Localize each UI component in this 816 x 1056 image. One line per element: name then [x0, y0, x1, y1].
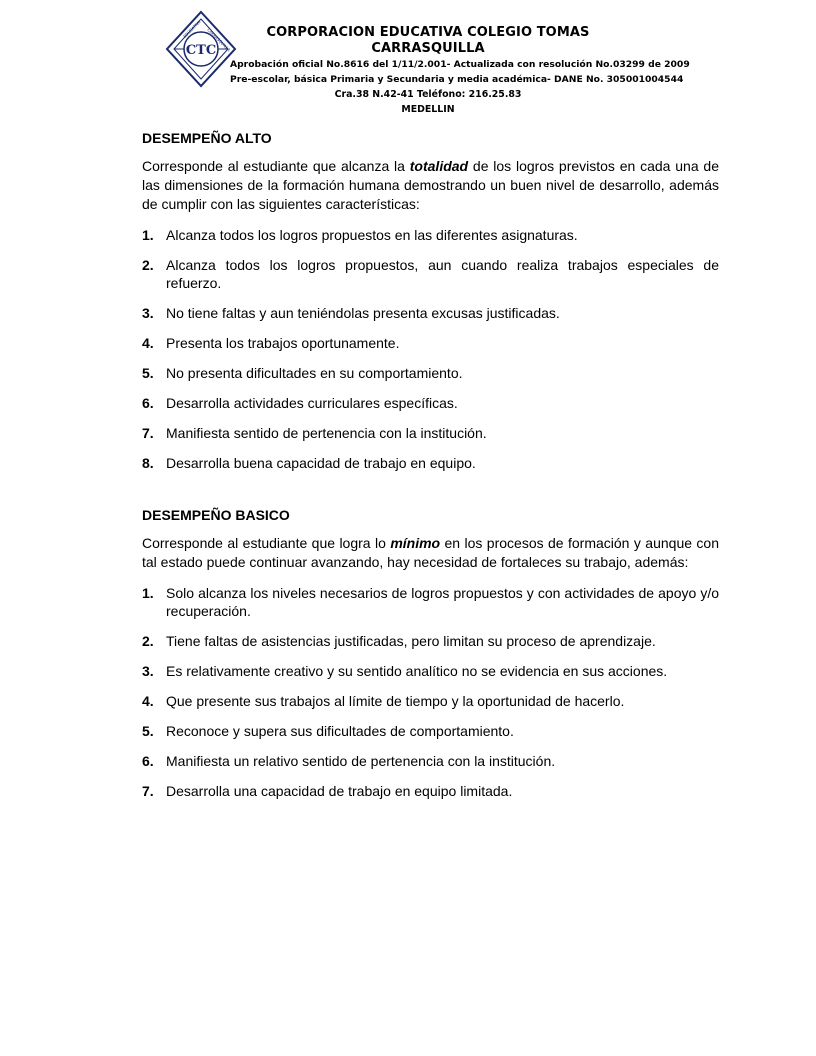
section-title-basico: DESEMPEÑO BASICO: [142, 507, 290, 523]
item-text: Que presente sus trabajos al límite de tiempo y la oportunidad de hacerlo.: [166, 693, 625, 709]
list-item: [142, 256, 719, 292]
logo-ring-right: CARRASQUILLA: [206, 27, 232, 53]
address-line: Cra.38 N.42-41 Teléfono: 216.25.83: [334, 89, 522, 100]
list-item: [142, 722, 719, 740]
item-text: No presenta dificultades en su comportamiento.: [166, 365, 463, 381]
item-number: 3.: [142, 663, 154, 679]
item-number: 4.: [142, 693, 154, 709]
item-text: Desarrolla actividades curriculares específicas.: [166, 395, 458, 411]
item-number: 2.: [142, 257, 154, 273]
intro-basico-post: en los procesos de formación y aunque con tal estado puede continuar avanzando, hay necesidad de fortaleces su trabajo, además:: [142, 535, 719, 570]
logo-text: CTC: [185, 43, 217, 58]
city-line: MEDELLIN: [401, 104, 455, 115]
item-text: Manifiesta sentido de pertenencia con la institución.: [166, 425, 487, 441]
item-number: 7.: [142, 783, 154, 799]
intro-alto: [142, 157, 719, 214]
item-number: 1.: [142, 227, 154, 243]
item-text: Es relativamente creativo y su sentido analítico no se evidencia en sus acciones.: [166, 663, 668, 679]
item-text: Reconoce y supera sus dificultades de comportamiento.: [166, 723, 514, 739]
section-spacer: [142, 484, 719, 506]
list-item: [142, 454, 719, 472]
item-number: 4.: [142, 335, 154, 351]
item-number: 6.: [142, 395, 154, 411]
item-number: 7.: [142, 425, 154, 441]
item-text: No tiene faltas y aun teniéndolas presenta excusas justificadas.: [166, 305, 560, 321]
intro-basico: [142, 534, 719, 572]
list-item: [142, 424, 719, 442]
levels-line: Pre-escolar, básica Primaria y Secundaria y media académica- DANE No. 305001004544: [230, 74, 684, 85]
approval-line: Aprobación oficial No.8616 del 1/11/2.001- Actualizada con resolución No.03299 de 2009: [230, 59, 690, 70]
section-title-alto: DESEMPEÑO ALTO: [142, 130, 272, 146]
list-item: [142, 334, 719, 352]
school-logo: [165, 10, 237, 88]
item-number: 5.: [142, 723, 154, 739]
school-logo-graphic: [165, 10, 237, 88]
intro-basico-pre: Corresponde al estudiante que logra lo: [142, 535, 391, 551]
logo-ring-left: EDUCATIVA: [182, 19, 202, 39]
list-item: [142, 752, 719, 770]
item-text: Tiene faltas de asistencias justificadas, pero limitan su proceso de aprendizaje.: [166, 633, 656, 649]
item-number: 1.: [142, 585, 154, 601]
list-item: [142, 364, 719, 382]
list-item: [142, 304, 719, 322]
item-number: 5.: [142, 365, 154, 381]
letterhead-text: [230, 25, 690, 117]
item-text: Solo alcanza los niveles necesarios de logros propuestos y con actividades de apoyo y/o recuperación.: [166, 585, 719, 619]
institution-name: CORPORACION EDUCATIVA COLEGIO TOMAS CARRASQUILLA: [266, 25, 590, 56]
list-item: [142, 632, 719, 650]
document-body: [142, 129, 719, 812]
item-text: Alcanza todos los logros propuestos en las diferentes asignaturas.: [166, 227, 578, 243]
intro-basico-emphasis: mínimo: [390, 535, 441, 551]
list-item: [142, 662, 719, 680]
basico-list: [142, 584, 719, 800]
intro-alto-emphasis: totalidad: [409, 158, 469, 174]
letterhead: [0, 0, 816, 115]
item-text: Presenta los trabajos oportunamente.: [166, 335, 400, 351]
list-item: [142, 692, 719, 710]
alto-list: [142, 226, 719, 472]
item-text: Manifiesta un relativo sentido de pertenencia con la institución.: [166, 753, 556, 769]
list-item: [142, 394, 719, 412]
item-text: Desarrolla una capacidad de trabajo en equipo limitada.: [166, 783, 513, 799]
item-text: Alcanza todos los logros propuestos, aun cuando realiza trabajos especiales de refuerzo.: [166, 257, 719, 291]
item-number: 2.: [142, 633, 154, 649]
item-number: 3.: [142, 305, 154, 321]
list-item: [142, 782, 719, 800]
list-item: [142, 226, 719, 244]
item-number: 8.: [142, 455, 154, 471]
intro-alto-post: de los logros previstos en cada una de las dimensiones de la formación humana demostrando un buen nivel de desarrollo, además de cumplir con las siguientes características:: [142, 158, 719, 212]
list-item: [142, 584, 719, 620]
item-number: 6.: [142, 753, 154, 769]
intro-alto-pre: Corresponde al estudiante que alcanza la: [142, 158, 410, 174]
item-text: Desarrolla buena capacidad de trabajo en equipo.: [166, 455, 476, 471]
